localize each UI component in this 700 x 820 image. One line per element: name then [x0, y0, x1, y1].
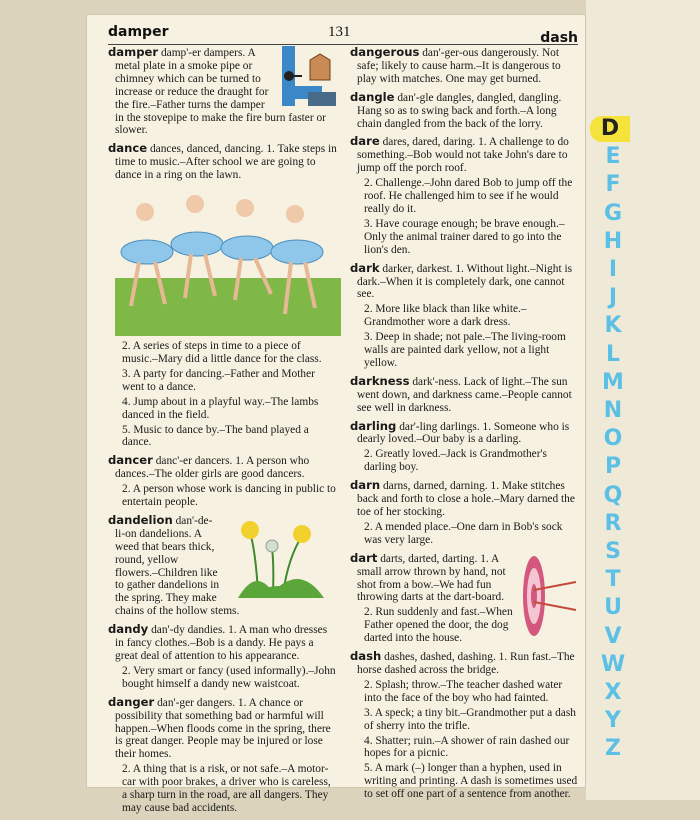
- sense: 2. A mended place.–One darn in Bob's sock was very large.: [364, 520, 563, 546]
- headword: dark: [350, 260, 380, 275]
- tab-letter-h[interactable]: H: [603, 228, 623, 254]
- sense: 4. Shatter; ruin.–A shower of rain dashed our hopes for a picnic.: [364, 734, 570, 760]
- dart-illustration: [520, 552, 580, 640]
- definition: dan'-gle dangles, dangled, dangling. Hang so as to swing back and forth.–A long chain dangled from the back of the lorry.: [357, 91, 562, 130]
- sense: 3. A speck; a tiny bit.–Grandmother put a dash of sherry into the trifle.: [364, 706, 576, 732]
- sense: 2. Run suddenly and fast.–When Father opened the door, the dog darted into the house.: [364, 606, 513, 645]
- headword: dancer: [108, 453, 153, 468]
- page-header: [108, 24, 578, 45]
- tab-letter-i[interactable]: I: [608, 257, 618, 282]
- entry-dart: [350, 552, 580, 645]
- headword: dare: [350, 134, 380, 149]
- entry-dangle: [350, 91, 580, 131]
- tab-letter-v[interactable]: V: [604, 623, 622, 649]
- headword: dart: [350, 550, 378, 565]
- tab-letter-q[interactable]: Q: [603, 482, 623, 508]
- sense: 2. Very smart or fancy (used informally).–John bought himself a dandy new waistcoat.: [122, 664, 336, 690]
- sense: 2. More like black than like white.–Grandmother wore a dark dress.: [364, 303, 527, 329]
- dandelion-illustration: [228, 514, 338, 600]
- entry-darling: [350, 420, 580, 475]
- definition: dan'-ger-ous dangerously. Not safe; likely to cause harm.–It is dangerous to play with matches. One may get burned.: [357, 47, 561, 85]
- headword: dangle: [350, 89, 395, 104]
- entry-dancer: [108, 454, 338, 509]
- entry-dandelion: [108, 514, 338, 618]
- entry-dark: [350, 262, 580, 370]
- headword: dash: [350, 649, 382, 664]
- sense: 2. A series of steps in time to a piece of music.–Mary did a little dance for the class.: [122, 340, 322, 365]
- alphabet-tabs: [596, 116, 630, 776]
- headword: darn: [350, 478, 381, 493]
- definition: dances, danced, dancing. 1. Take steps in time to music.–After school we are going to dance in a ring on the lawn.: [115, 143, 337, 182]
- headword: dandy: [108, 622, 149, 637]
- tab-letter-n[interactable]: N: [603, 398, 623, 423]
- tab-letter-g[interactable]: G: [603, 200, 623, 226]
- tab-letter-d[interactable]: D: [590, 116, 630, 142]
- definition: dashes, dashed, dashing. 1. Run fast.–The horse dashed across the bridge.: [357, 651, 575, 676]
- definition: dan'-ger dangers. 1. A chance or possibility that something bad or harmful will happen.–When floods come in the spring, there is great danger. People may be injured or lose their homes.: [115, 696, 331, 761]
- sense: 4. Jump about in a playful way.–The lambs danced in the field.: [122, 395, 319, 421]
- headword: danger: [108, 694, 155, 709]
- definition: dark'-ness. Lack of light.–The sun went down, and darkness came.–People cannot see well in darkness.: [357, 375, 572, 414]
- entry-damper: [108, 46, 338, 137]
- sense: 2. Splash; throw.–The teacher dashed water into the face of the boy who had fainted.: [364, 678, 563, 704]
- tab-letter-e[interactable]: E: [605, 144, 621, 170]
- headword: darkness: [350, 373, 410, 388]
- tab-letter-l[interactable]: L: [605, 341, 621, 367]
- page-number: 131: [328, 24, 351, 40]
- entry-dangerous: [350, 46, 580, 86]
- sense: 5. A mark (–) longer than a hyphen, used in writing and printing. A dash is sometimes used to set off one part of a sentence from another.: [364, 762, 578, 801]
- tab-letter-j[interactable]: J: [608, 285, 618, 311]
- tab-letter-y[interactable]: Y: [605, 708, 621, 734]
- tab-letter-k[interactable]: K: [604, 313, 622, 339]
- definition: dar'-ling darlings. 1. Someone who is dearly loved.–Our baby is a darling.: [357, 420, 570, 446]
- guide-word-left: damper: [108, 24, 169, 40]
- guide-word-right: dash: [540, 30, 578, 46]
- sense: 2. Greatly loved.–Jack is Grandmother's darling boy.: [364, 448, 547, 474]
- damper-illustration: [280, 46, 338, 108]
- tab-letter-f[interactable]: F: [605, 172, 621, 198]
- tab-letter-t[interactable]: T: [605, 567, 621, 593]
- tab-letter-p[interactable]: P: [604, 454, 622, 480]
- sense: 2. A person whose work is dancing in public to entertain people.: [122, 483, 336, 509]
- headword: darling: [350, 418, 397, 433]
- sense: 2. Challenge.–John dared Bob to jump off the roof. He challenged him to see if he would really do it.: [364, 177, 573, 215]
- definition: darns, darned, darning. 1. Make stitches back and forth to close a hole.–Mary darned the toe of her stocking.: [357, 480, 575, 518]
- headword: dandelion: [108, 512, 173, 527]
- dance-illustration: [115, 186, 341, 336]
- entry-dare: [350, 135, 580, 256]
- definition: dan'-de-li-on dandelions. A weed that bears thick, round, yellow flowers.–Children like to gather dandelions in the spring. They make chains of the hollow stems.: [115, 514, 240, 618]
- definition: danc'-er dancers. 1. A person who dances.–The older girls are good dancers.: [115, 455, 310, 481]
- sense: 5. Music to dance by.–The band played a dance.: [122, 423, 309, 449]
- sense: 3. Have courage enough; be brave enough.–Only the animal trainer dared to go into the lion's den.: [364, 217, 565, 256]
- entry-darn: [350, 479, 580, 547]
- tab-letter-m[interactable]: M: [602, 369, 624, 395]
- entry-dance: [108, 142, 338, 449]
- sense: 2. A thing that is a risk, or not safe.–A motor-car with poor brakes, a driver who is careless, a sharp turn in the road, are all dangers. They may cause bad accidents.: [122, 763, 331, 814]
- tab-letter-s[interactable]: S: [605, 539, 621, 564]
- tab-letter-u[interactable]: U: [604, 595, 622, 621]
- headword: dangerous: [350, 45, 420, 59]
- entry-danger: [108, 696, 338, 815]
- sense: 3. Deep in shade; not pale.–The living-room walls are painted dark yellow, not a light yellow.: [364, 331, 566, 369]
- tab-letter-w[interactable]: W: [600, 651, 626, 677]
- tab-letter-x[interactable]: X: [604, 680, 622, 705]
- headword: damper: [108, 45, 159, 59]
- tab-letter-z[interactable]: Z: [605, 736, 621, 762]
- headword: dance: [108, 141, 148, 156]
- sense: 3. A party for dancing.–Father and Mother went to a dance.: [122, 367, 315, 393]
- definition: dares, dared, daring. 1. A challenge to do something.–Bob would not take John's dare to jump off the porch roof.: [357, 136, 569, 175]
- definition: darts, darted, darting. 1. A small arrow thrown by hand, not shot from a bow.–We had fun throwing darts at the dart-board.: [357, 552, 506, 604]
- right-column: [350, 46, 580, 806]
- definition: darker, darkest. 1. Without light.–Night is dark.–When it is completely dark, one cannot see.: [357, 262, 573, 301]
- tab-letter-r[interactable]: R: [604, 510, 622, 536]
- entry-darkness: [350, 375, 580, 415]
- entry-dandy: [108, 623, 338, 691]
- definition: dan'-dy dandies. 1. A man who dresses in fancy clothes.–Bob is a dandy. He pays a great deal of attention to his appearance.: [115, 624, 328, 662]
- tab-letter-o[interactable]: O: [603, 426, 623, 452]
- entry-dash: [350, 650, 580, 801]
- left-column: [108, 46, 338, 820]
- definition: damp'-er dampers. A metal plate in a smoke pipe or chimney which can be turned to increase or reduce the draught for the fire.–Father turns the damper in the stovepipe to make the fire burn faster or slower.: [115, 47, 326, 137]
